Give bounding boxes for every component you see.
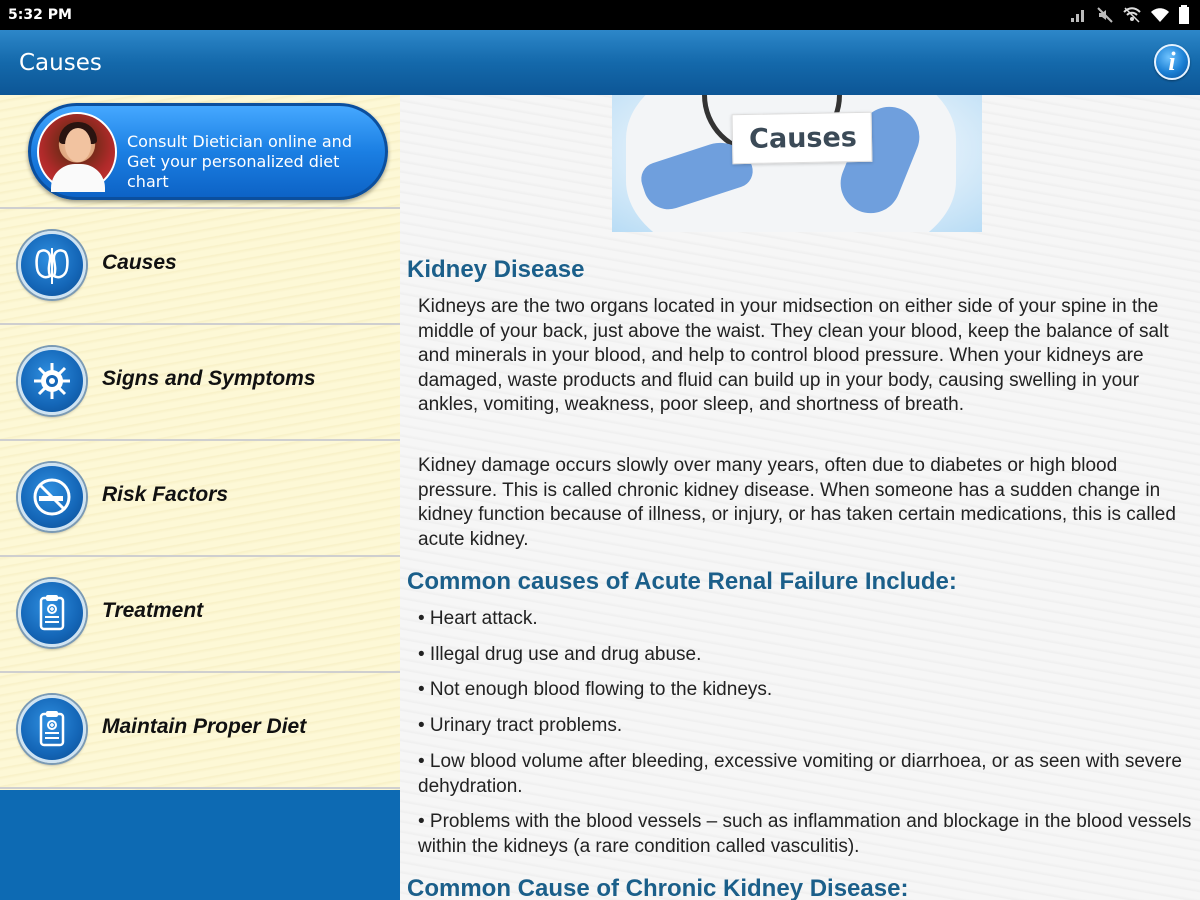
status-icons — [1070, 5, 1190, 30]
sidebar-item-label: Risk Factors — [102, 483, 229, 506]
sidebar-item-maintain-proper-diet[interactable] — [0, 673, 400, 789]
status-time: 5:32 PM — [8, 7, 72, 23]
sidebar-item-label: Signs and Symptoms — [102, 367, 316, 390]
section-heading-acute-causes: Common causes of Acute Renal Failure Include: — [407, 568, 957, 595]
sidebar — [0, 95, 400, 900]
app-bar — [0, 30, 1200, 95]
sidebar-item-risk-factors[interactable] — [0, 441, 400, 557]
consult-text — [127, 132, 385, 192]
hero-sign — [732, 112, 873, 164]
list-item: • Problems with the blood vessels – such as inflammation and blockage in the blood vessels within the kidneys (a rare condition called vasculitis). — [418, 811, 1192, 857]
info-button[interactable] — [1154, 44, 1190, 80]
consult-line-2: Get your personalized diet chart — [127, 152, 340, 191]
page-title: Causes — [19, 50, 102, 76]
info-icon: i — [1168, 47, 1176, 76]
mute-icon — [1096, 6, 1114, 29]
sidebar-item-label: Treatment — [102, 599, 204, 622]
list-item: • Urinary tract problems. — [418, 715, 623, 736]
list-item: • Illegal drug use and drug abuse. — [418, 644, 702, 665]
section-heading-kidney-disease: Kidney Disease — [407, 256, 585, 283]
dietician-avatar — [37, 112, 117, 192]
sidebar-item-signs-and-symptoms[interactable] — [0, 325, 400, 441]
signal-bars-icon — [1070, 6, 1088, 29]
sidebar-item-causes[interactable] — [0, 209, 400, 325]
content-pane[interactable] — [400, 95, 1200, 900]
sidebar-menu — [0, 95, 400, 790]
clipboard-icon — [18, 579, 86, 647]
list-item: • Not enough blood flowing to the kidneys. — [418, 679, 773, 700]
clipboard-icon — [18, 695, 86, 763]
status-bar — [0, 0, 1200, 30]
sidebar-item-treatment[interactable] — [0, 557, 400, 673]
consult-dietician-button[interactable] — [28, 103, 388, 200]
wifi-icon — [1150, 6, 1170, 29]
no-smoking-icon — [18, 463, 86, 531]
hero-sign-text: Causes — [748, 122, 858, 155]
virus-icon — [18, 347, 86, 415]
sidebar-item-label: Causes — [102, 251, 177, 274]
kidney-icon — [18, 231, 86, 299]
list-item: • Low blood volume after bleeding, excessive vomiting or diarrhoea, or as seen with severe dehydration. — [418, 751, 1182, 797]
paragraph-kidney-overview: Kidneys are the two organs located in your midsection on either side of your spine in the middle of your back, just above the waist. They clean your blood, keep the balance of salt and minerals in your blood, and help to control blood pressure. When your kidneys are damaged, waste products and fluid can build up in your body, causing swelling in your ankles, vomiting, weakness, poor sleep, and shortness of breath. — [418, 296, 1169, 415]
paragraph-kidney-damage: Kidney damage occurs slowly over many years, often due to diabetes or high blood pressure. This is called chronic kidney disease. When someone has a sudden change in kidney function because of illness, or injury, or has taken certain medications, this is called acute kidney. — [418, 455, 1176, 550]
consult-line-1: Consult Dietician online and — [127, 132, 352, 151]
sidebar-item-label: Maintain Proper Diet — [102, 715, 307, 738]
list-item: • Heart attack. — [418, 608, 538, 629]
consult-dietician-banner — [0, 95, 400, 209]
hero-image — [612, 95, 982, 232]
battery-icon — [1178, 5, 1190, 30]
wifi-off-icon — [1122, 6, 1142, 29]
section-heading-chronic-causes: Common Cause of Chronic Kidney Disease: — [407, 875, 909, 900]
